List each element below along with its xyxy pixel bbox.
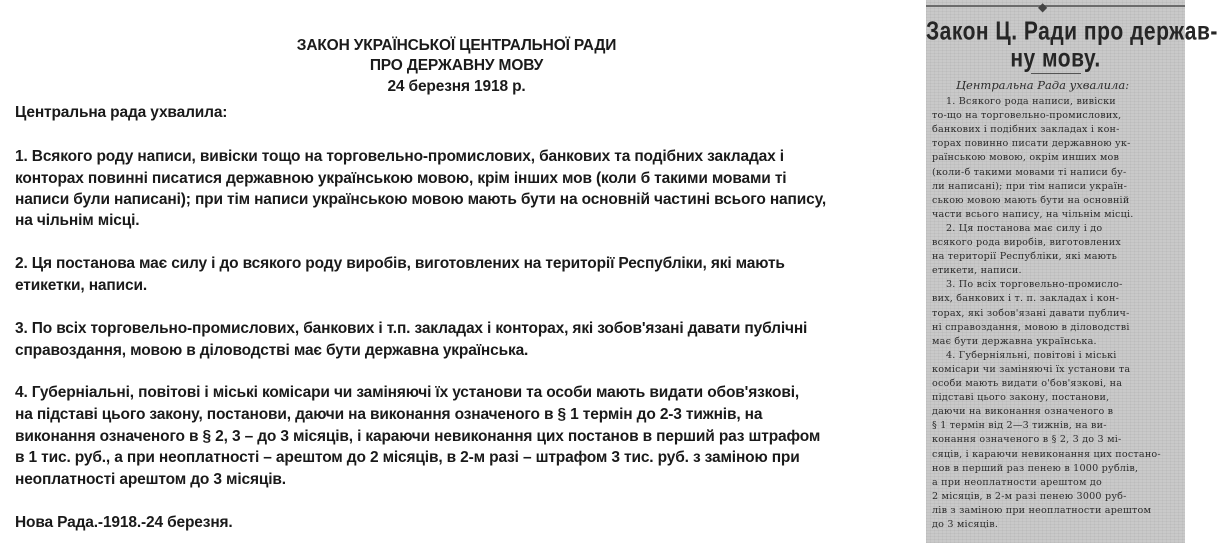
- clipping-text-line: особи мають видати о'бов'язкові, на: [932, 378, 1123, 389]
- document-intro: Центральна рада ухвалила:: [15, 104, 228, 121]
- document-date: 24 березня 1918 р.: [387, 78, 526, 95]
- clipping-text-line: вих, банкових і т. п. закладах і кон-: [932, 293, 1120, 305]
- section-2-line: 2. Ця постанова має силу і до всякого роду виробів, виготовлених на території Республіки, які мають: [15, 255, 785, 272]
- clipping-text-line: конання означеного в § 2, 3 до 3 мі-: [932, 434, 1122, 446]
- clipping-text-line: торах повинно писати державною ук-: [932, 138, 1131, 150]
- clipping-text-line: підставі цього закону, постанови,: [932, 392, 1110, 404]
- clipping-text-line: нов в перший раз пенею в 1000 рублів,: [932, 462, 1139, 474]
- clipping-divider: [1031, 73, 1081, 74]
- section-4-line: неоплатності арештом до 3 місяців.: [15, 471, 286, 488]
- section-1-line: на чільнім місці.: [15, 212, 140, 229]
- clipping-text-line: сяців, і караючи невиконання цих постано-: [932, 448, 1161, 460]
- clipping-ornament-icon: ◆: [1038, 0, 1048, 14]
- clipping-text-line: 2. Ця постанова має силу і до: [946, 222, 1103, 234]
- clipping-text-line: має бути державна українська.: [932, 335, 1097, 347]
- section-4-line: виконання означеного в § 2, 3 – до 3 місяців, і караючи невиконання цих постанов в перший раз штрафом: [15, 428, 821, 445]
- clipping-intro: Центральна Рада ухвалила:: [956, 78, 1130, 92]
- clipping-text-line: 2 місяців, в 2-м разі пенею 3000 руб-: [932, 490, 1127, 502]
- clipping-text-line: банкових і подібних закладах і кон-: [932, 124, 1120, 136]
- clipping-text-line: даючи на виконання означеного в: [932, 406, 1114, 418]
- clipping-text-line: комісари чи заміняючі їх установи та: [932, 363, 1131, 375]
- section-4-line: 4. Губерніальні, повітові і міські комісари чи заміняючі їх установи та особи мають видати обов'язкові,: [15, 384, 800, 401]
- clipping-text-line: всякого рода виробів, виготовлених: [932, 237, 1121, 248]
- clipping-text-line: ською мовою мають бути на основній: [932, 194, 1130, 206]
- clipping-text-line: части всього напису, на чільнім місці.: [932, 208, 1134, 220]
- clipping-text-line: ли написані); при тім написи україн-: [932, 180, 1128, 192]
- clipping-text-line: 1. Всякого рода написи, вивіски: [946, 96, 1116, 107]
- clipping-text-line: етикети, написи.: [932, 265, 1022, 277]
- clipping-headline: ну мову.: [1010, 44, 1101, 73]
- section-1-line: 1. Всякого роду написи, вивіски тощо на торговельно-промислових, банкових та подібних закладах і: [15, 148, 784, 165]
- clipping-top-rule: [926, 5, 1185, 7]
- newspaper-clipping: [926, 0, 1218, 543]
- section-1-line: написи були написані); при тім написи українською мовою мають бути на основній частині всього напису,: [15, 191, 827, 208]
- clipping-text-line: 4. Губерніяльні, повітові і міські: [946, 349, 1117, 361]
- clipping-text-line: лів з заміною при неоплатности арештом: [932, 504, 1152, 516]
- clipping-text-line: (коли-б такими мовами ті написи бу-: [932, 166, 1127, 178]
- clipping-text-line: на території Республіки, які мають: [932, 251, 1118, 263]
- clipping-text-line: раїнською мовою, окрім инших мов: [932, 152, 1120, 164]
- clipping-text-line: то-що на торговельно-промислових,: [932, 110, 1122, 122]
- section-1-line: конторах повинні писатися державною українською мовою, крім інших мов (коли б такими мовами ті: [15, 170, 787, 187]
- document-signature: Нова Рада.-1918.-24 березня.: [15, 514, 233, 531]
- clipping-headline: Закон Ц. Ради про держав-: [926, 17, 1218, 46]
- clipping-text-line: торах, які зобов'язані давати публич-: [932, 307, 1130, 319]
- document-title: ЗАКОН УКРАЇНСЬКОЇ ЦЕНТРАЛЬНОЇ РАДИ: [296, 37, 617, 54]
- clipping-text-line: ні справоздання, мовою в діловодстві: [932, 321, 1130, 333]
- section-4-line: в 1 тис. руб., а при неоплатності – арештом до 2 місяців, в 2-м разі – штрафом 3 тис. руб. з заміною при: [15, 449, 800, 466]
- section-3-line: справоздання, мовою в діловодстві має бути державна українська.: [15, 342, 529, 359]
- section-3-line: 3. По всіх торговельно-промислових, банкових і т.п. закладах і конторах, які зобов'язані давати публічні: [15, 320, 808, 337]
- clipping-text-line: а при неоплатности арештом до: [932, 476, 1102, 488]
- clipping-text-line: до 3 місяців.: [932, 519, 999, 530]
- document-subtitle: ПРО ДЕРЖАВНУ МОВУ: [369, 57, 544, 74]
- clipping-text-line: § 1 термін від 2—3 тижнів, на ви-: [932, 420, 1107, 432]
- clipping-text-line: 3. По всіх торговельно-промисло-: [946, 279, 1123, 291]
- section-2-line: етикетки, написи.: [15, 277, 147, 294]
- section-4-line: на підставі цього закону, постанови, даючи на виконання означеного в § 1 термін до 2-3 тижнів, на: [15, 406, 763, 423]
